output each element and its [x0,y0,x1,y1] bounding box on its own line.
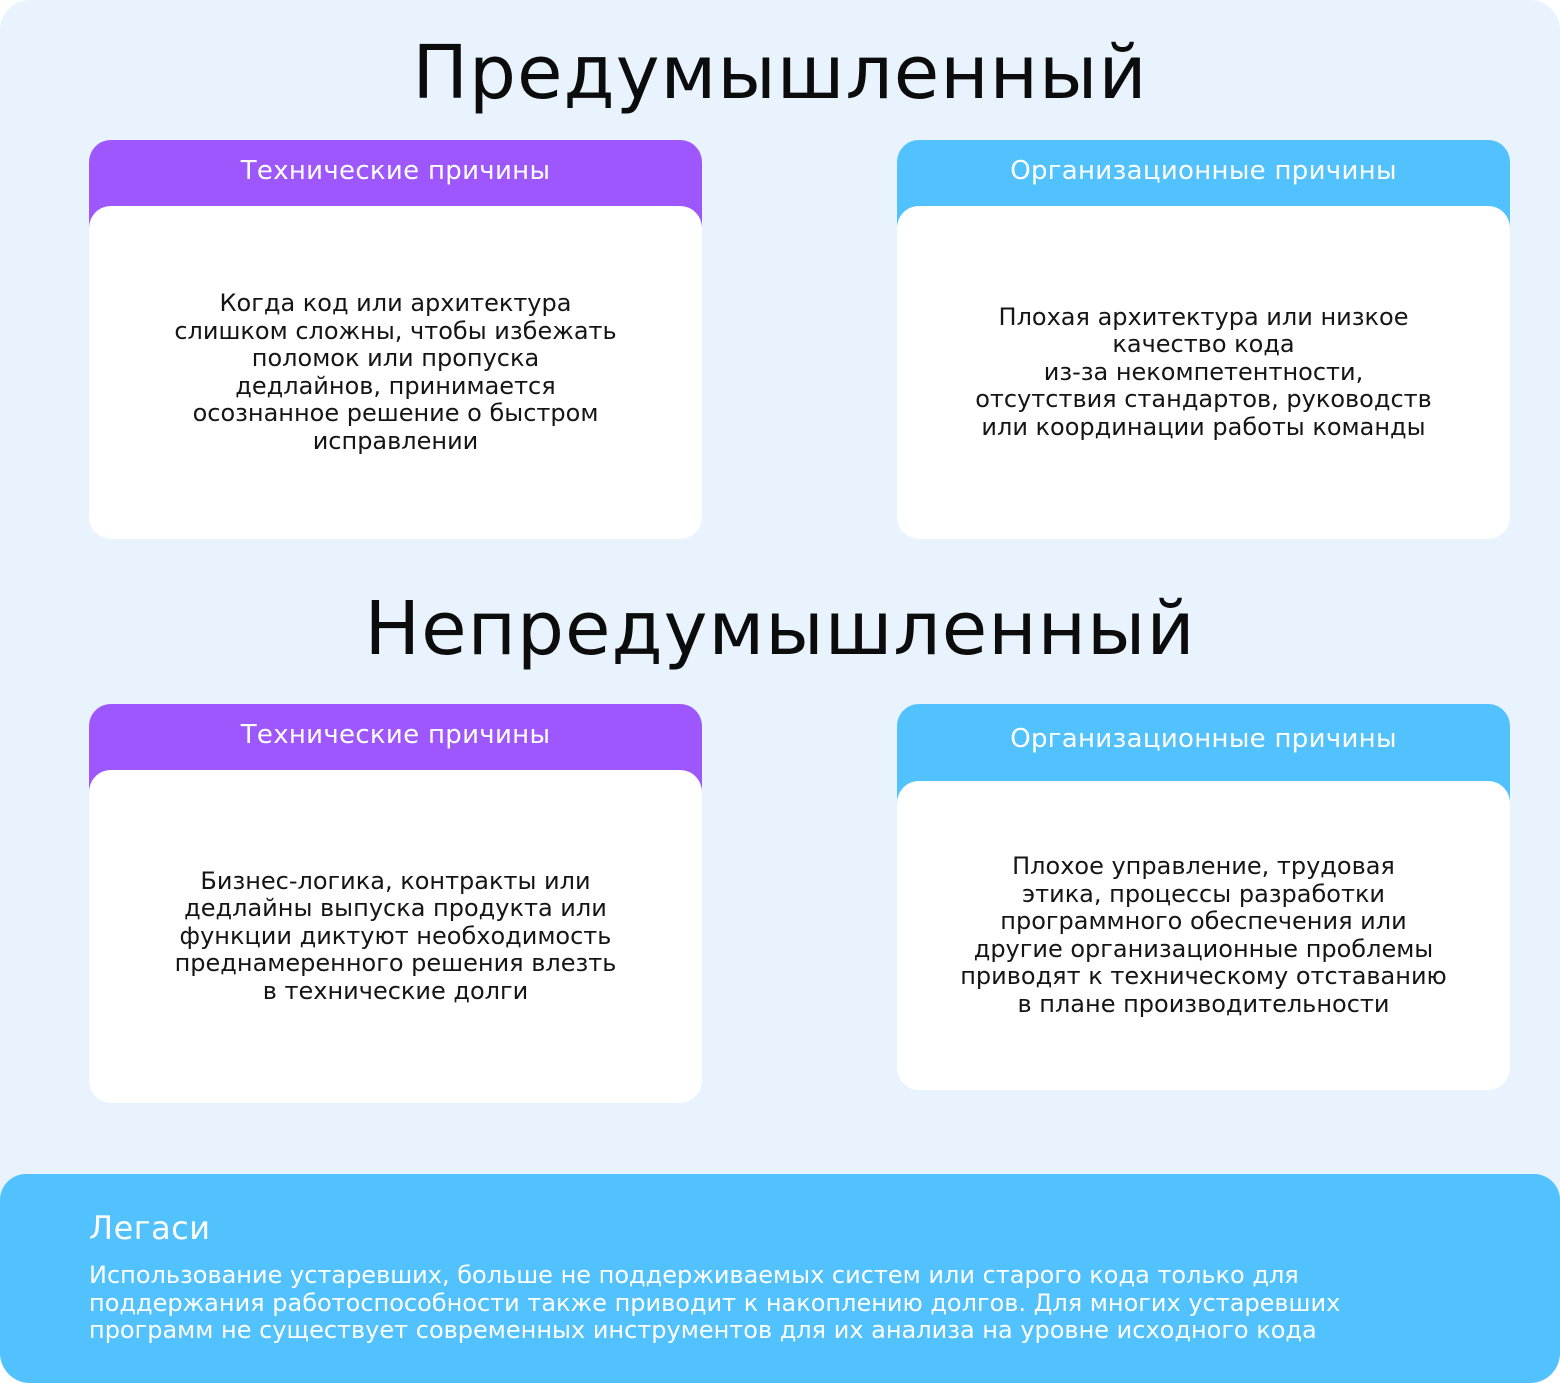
legacy-title: Легаси [89,1209,211,1247]
card-body: Плохое управление, трудовая этика, процессы разработки программного обеспечения или другие организационные проблемы приводят к техническому отставанию в плане производительности [897,781,1510,1090]
legacy-text: Использование устаревших, больше не поддерживаемых систем или старого кода только для поддержания работоспособности также приводит к накоплению долгов. Для многих устаревших программ не существует современных инструментов для их анализа на уровне исходного кода [89,1261,1341,1344]
card-inadvertent-organizational [897,704,1510,1090]
card-inadvertent-technical [89,704,702,1103]
card-body: Плохая архитектура или низкое качество кода из-за некомпетентности, отсутствия стандартов, руководств или координации работы команды [897,206,1510,539]
card-header: Технические причины [89,140,702,240]
card-header: Организационные причины [897,140,1510,240]
section-title-deliberate: Предумышленный [412,30,1148,116]
card-body: Когда код или архитектура слишком сложны, чтобы избежать поломок или пропуска дедлайнов, принимается осознанное решение о быстром исправлении [89,206,702,539]
card-body: Бизнес-логика, контракты или дедлайны выпуска продукта или функции диктуют необходимость преднамеренного решения влезть в технические долги [89,770,702,1103]
legacy-panel [0,1174,1560,1383]
card-deliberate-organizational [897,140,1510,539]
card-deliberate-technical [89,140,702,539]
card-header: Технические причины [89,704,702,804]
card-header: Организационные причины [897,704,1510,804]
section-title-inadvertent: Непредумышленный [364,586,1196,672]
